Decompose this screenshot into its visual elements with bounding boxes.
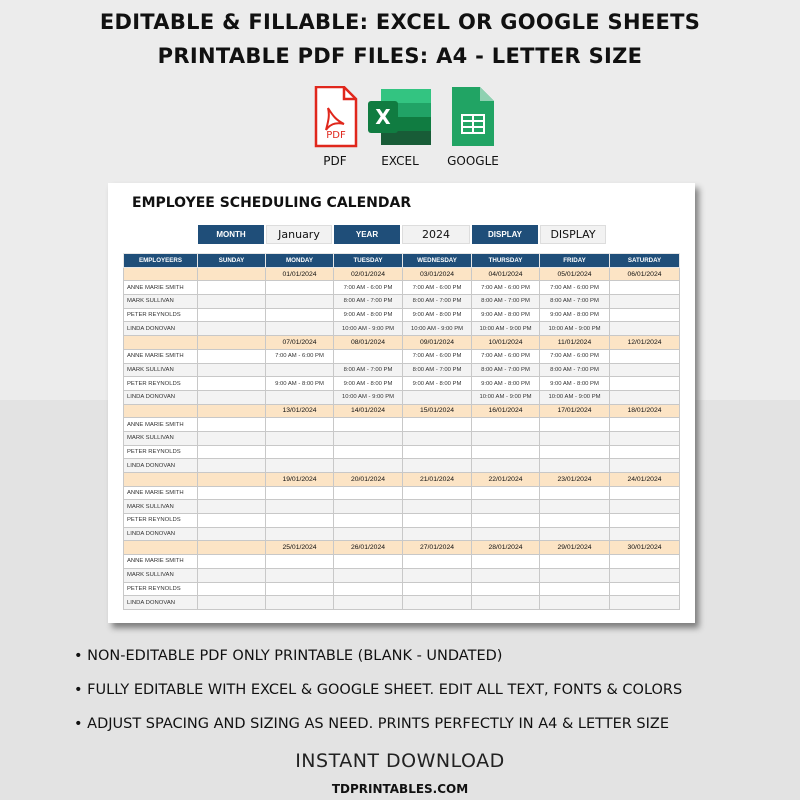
site-url: TDPRINTABLES.COM [331, 782, 469, 796]
date-cell: 24/01/2024 [610, 473, 680, 487]
date-cell: 12/01/2024 [610, 336, 680, 350]
shift-cell[interactable] [198, 308, 266, 322]
column-header: SATURDAY [610, 254, 680, 268]
display-select[interactable]: DISPLAY [540, 225, 606, 244]
shift-cell[interactable] [266, 308, 334, 322]
shift-cell[interactable]: 7:00 AM - 6:00 PM [472, 281, 540, 295]
shift-cell[interactable]: 10:00 AM - 9:00 PM [334, 390, 403, 404]
date-cell: 11/01/2024 [540, 336, 610, 350]
shift-cell[interactable] [540, 596, 610, 610]
employee-row [124, 281, 680, 295]
date-cell: 29/01/2024 [540, 541, 610, 555]
employee-row [124, 459, 680, 473]
employee-row [124, 527, 680, 541]
shift-cell[interactable] [472, 431, 540, 445]
shift-cell[interactable] [540, 459, 610, 473]
employee-name: ANNE MARIE SMITH [124, 486, 198, 500]
shift-cell[interactable]: 10:00 AM - 9:00 PM [403, 322, 472, 336]
employee-row [124, 418, 680, 432]
employee-name: LINDA DONOVAN [124, 527, 198, 541]
employee-name: ANNE MARIE SMITH [124, 349, 198, 363]
excel-label: EXCEL [381, 154, 419, 168]
shift-cell[interactable] [266, 295, 334, 309]
employee-row [124, 500, 680, 514]
shift-cell[interactable] [610, 363, 680, 377]
shift-cell[interactable] [403, 500, 472, 514]
employee-row [124, 445, 680, 459]
shift-cell[interactable] [540, 431, 610, 445]
shift-cell[interactable]: 7:00 AM - 6:00 PM [472, 349, 540, 363]
shift-cell[interactable]: 9:00 AM - 8:00 PM [334, 377, 403, 391]
date-cell: 05/01/2024 [540, 267, 610, 281]
shift-cell[interactable] [472, 486, 540, 500]
shift-cell[interactable]: 7:00 AM - 6:00 PM [540, 281, 610, 295]
date-cell: 09/01/2024 [403, 336, 472, 350]
shift-cell[interactable] [334, 500, 403, 514]
shift-cell[interactable] [198, 568, 266, 582]
date-cell: 27/01/2024 [403, 541, 472, 555]
shift-cell[interactable] [266, 431, 334, 445]
shift-cell[interactable] [334, 582, 403, 596]
week-date-row [124, 473, 680, 487]
employee-name: LINDA DONOVAN [124, 322, 198, 336]
shift-cell[interactable] [610, 459, 680, 473]
employee-name: MARK SULLIVAN [124, 295, 198, 309]
shift-cell[interactable]: 9:00 AM - 8:00 PM [472, 308, 540, 322]
shift-cell[interactable] [610, 431, 680, 445]
column-header: WEDNESDAY [403, 254, 472, 268]
shift-cell[interactable] [403, 568, 472, 582]
shift-cell[interactable]: 7:00 AM - 6:00 PM [266, 349, 334, 363]
excel-format [365, 86, 435, 168]
week-date-row [124, 336, 680, 350]
google-format [438, 86, 508, 168]
shift-cell[interactable] [198, 445, 266, 459]
display-label: DISPLAY [472, 225, 538, 244]
date-cell: 16/01/2024 [472, 404, 540, 418]
year-input[interactable]: 2024 [402, 225, 470, 244]
date-cell [198, 267, 266, 281]
employee-name: MARK SULLIVAN [124, 500, 198, 514]
date-cell [198, 336, 266, 350]
shift-cell[interactable]: 8:00 AM - 7:00 PM [403, 363, 472, 377]
date-cell: 13/01/2024 [266, 404, 334, 418]
employee-name: ANNE MARIE SMITH [124, 418, 198, 432]
shift-cell[interactable] [198, 459, 266, 473]
shift-cell[interactable] [334, 527, 403, 541]
shift-cell[interactable] [334, 514, 403, 528]
employee-name: LINDA DONOVAN [124, 390, 198, 404]
shift-cell[interactable] [540, 514, 610, 528]
shift-cell[interactable] [266, 596, 334, 610]
week-date-row [124, 267, 680, 281]
headline-editable: EDITABLE & FILLABLE: EXCEL OR GOOGLE SHEETS [99, 10, 701, 34]
shift-cell[interactable]: 8:00 AM - 7:00 PM [472, 295, 540, 309]
shift-cell[interactable] [472, 500, 540, 514]
shift-cell[interactable] [403, 431, 472, 445]
shift-cell[interactable] [403, 514, 472, 528]
instant-download-text: INSTANT DOWNLOAD [295, 750, 505, 772]
shift-cell[interactable] [266, 486, 334, 500]
shift-cell[interactable] [266, 445, 334, 459]
shift-cell[interactable] [540, 418, 610, 432]
shift-cell[interactable] [540, 582, 610, 596]
date-cell: 17/01/2024 [540, 404, 610, 418]
shift-cell[interactable] [610, 418, 680, 432]
shift-cell[interactable] [403, 459, 472, 473]
date-cell: 03/01/2024 [403, 267, 472, 281]
employee-row [124, 486, 680, 500]
employee-row [124, 377, 680, 391]
employee-row [124, 596, 680, 610]
shift-cell[interactable] [540, 568, 610, 582]
shift-cell[interactable] [610, 377, 680, 391]
employee-row [124, 555, 680, 569]
shift-cell[interactable] [198, 527, 266, 541]
shift-cell[interactable] [403, 486, 472, 500]
shift-cell[interactable] [266, 459, 334, 473]
shift-cell[interactable]: 8:00 AM - 7:00 PM [540, 295, 610, 309]
shift-cell[interactable] [198, 555, 266, 569]
shift-cell[interactable] [472, 596, 540, 610]
shift-cell[interactable]: 10:00 AM - 9:00 PM [472, 390, 540, 404]
shift-cell[interactable] [610, 514, 680, 528]
shift-cell[interactable] [198, 431, 266, 445]
shift-cell[interactable] [266, 582, 334, 596]
shift-cell[interactable] [334, 418, 403, 432]
shift-cell[interactable] [334, 459, 403, 473]
pdf-icon [300, 86, 370, 148]
shift-cell[interactable] [334, 568, 403, 582]
shift-cell[interactable] [266, 363, 334, 377]
shift-cell[interactable] [610, 322, 680, 336]
shift-cell[interactable]: 8:00 AM - 7:00 PM [540, 363, 610, 377]
week-date-row [124, 541, 680, 555]
date-cell: 06/01/2024 [610, 267, 680, 281]
shift-cell[interactable] [540, 527, 610, 541]
shift-cell[interactable]: 9:00 AM - 8:00 PM [472, 377, 540, 391]
employee-row [124, 568, 680, 582]
shift-cell[interactable] [610, 281, 680, 295]
date-cell: 19/01/2024 [266, 473, 334, 487]
date-cell [198, 541, 266, 555]
shift-cell[interactable]: 9:00 AM - 8:00 PM [266, 377, 334, 391]
column-header: FRIDAY [540, 254, 610, 268]
date-row-spacer [124, 336, 198, 350]
shift-cell[interactable] [610, 390, 680, 404]
shift-cell[interactable]: 7:00 AM - 6:00 PM [403, 349, 472, 363]
employee-name: PETER REYNOLDS [124, 377, 198, 391]
shift-cell[interactable] [334, 349, 403, 363]
shift-cell[interactable] [403, 390, 472, 404]
shift-cell[interactable] [334, 596, 403, 610]
shift-cell[interactable]: 8:00 AM - 7:00 PM [334, 363, 403, 377]
shift-cell[interactable] [198, 363, 266, 377]
date-cell: 30/01/2024 [610, 541, 680, 555]
employee-row [124, 308, 680, 322]
shift-cell[interactable] [540, 555, 610, 569]
shift-cell[interactable] [198, 349, 266, 363]
shift-cell[interactable] [198, 514, 266, 528]
date-cell: 25/01/2024 [266, 541, 334, 555]
shift-cell[interactable] [610, 445, 680, 459]
employee-row [124, 295, 680, 309]
month-select[interactable]: January [266, 225, 332, 244]
shift-cell[interactable] [540, 445, 610, 459]
employee-name: LINDA DONOVAN [124, 459, 198, 473]
schedule-table [123, 253, 680, 610]
sheet-title: EMPLOYEE SCHEDULING CALENDAR [132, 195, 412, 211]
shift-cell[interactable] [334, 555, 403, 569]
shift-cell[interactable] [198, 322, 266, 336]
shift-cell[interactable] [472, 418, 540, 432]
shift-cell[interactable] [610, 527, 680, 541]
pdf-format [300, 86, 370, 168]
shift-cell[interactable] [472, 568, 540, 582]
date-cell: 08/01/2024 [334, 336, 403, 350]
shift-cell[interactable] [198, 295, 266, 309]
shift-cell[interactable] [334, 431, 403, 445]
shift-cell[interactable] [403, 596, 472, 610]
employee-row [124, 431, 680, 445]
shift-cell[interactable]: 7:00 AM - 6:00 PM [403, 281, 472, 295]
shift-cell[interactable]: 9:00 AM - 8:00 PM [403, 308, 472, 322]
shift-cell[interactable] [266, 527, 334, 541]
shift-cell[interactable] [266, 418, 334, 432]
excel-icon [365, 86, 435, 148]
svg-text:X: X [375, 105, 391, 129]
date-cell: 15/01/2024 [403, 404, 472, 418]
date-cell: 18/01/2024 [610, 404, 680, 418]
shift-cell[interactable]: 10:00 AM - 9:00 PM [540, 390, 610, 404]
shift-cell[interactable] [610, 582, 680, 596]
shift-cell[interactable] [266, 568, 334, 582]
shift-cell[interactable]: 8:00 AM - 7:00 PM [472, 363, 540, 377]
feature-item: • ADJUST SPACING AND SIZING AS NEED. PRINTS PERFECTLY IN A4 & LETTER SIZE [74, 716, 670, 732]
shift-cell[interactable]: 9:00 AM - 8:00 PM [540, 377, 610, 391]
shift-cell[interactable] [198, 486, 266, 500]
date-cell [198, 473, 266, 487]
shift-cell[interactable]: 7:00 AM - 6:00 PM [540, 349, 610, 363]
shift-cell[interactable] [403, 445, 472, 459]
headline-printable: PRINTABLE PDF FILES: A4 - LETTER SIZE [157, 44, 643, 68]
employee-name: PETER REYNOLDS [124, 308, 198, 322]
employee-name: MARK SULLIVAN [124, 363, 198, 377]
shift-cell[interactable] [198, 500, 266, 514]
date-row-spacer [124, 473, 198, 487]
shift-cell[interactable] [610, 295, 680, 309]
employee-name: PETER REYNOLDS [124, 582, 198, 596]
week-date-row [124, 404, 680, 418]
employee-name: LINDA DONOVAN [124, 596, 198, 610]
employee-name: MARK SULLIVAN [124, 431, 198, 445]
shift-cell[interactable] [266, 555, 334, 569]
shift-cell[interactable] [266, 390, 334, 404]
date-cell: 26/01/2024 [334, 541, 403, 555]
shift-cell[interactable] [266, 322, 334, 336]
column-header: SUNDAY [198, 254, 266, 268]
date-row-spacer [124, 404, 198, 418]
date-cell: 01/01/2024 [266, 267, 334, 281]
file-format-icons [0, 86, 800, 176]
shift-cell[interactable] [403, 555, 472, 569]
column-header: MONDAY [266, 254, 334, 268]
shift-cell[interactable]: 8:00 AM - 7:00 PM [334, 295, 403, 309]
shift-cell[interactable] [198, 418, 266, 432]
shift-cell[interactable] [610, 308, 680, 322]
shift-cell[interactable] [610, 596, 680, 610]
date-cell: 23/01/2024 [540, 473, 610, 487]
shift-cell[interactable] [472, 527, 540, 541]
column-header: EMPLOYEERS [124, 254, 198, 268]
shift-cell[interactable] [610, 349, 680, 363]
shift-cell[interactable] [334, 445, 403, 459]
date-cell: 02/01/2024 [334, 267, 403, 281]
employee-name: ANNE MARIE SMITH [124, 281, 198, 295]
employee-name: PETER REYNOLDS [124, 514, 198, 528]
shift-cell[interactable]: 10:00 AM - 9:00 PM [540, 322, 610, 336]
employee-row [124, 514, 680, 528]
shift-cell[interactable]: 10:00 AM - 9:00 PM [472, 322, 540, 336]
shift-cell[interactable]: 7:00 AM - 6:00 PM [334, 281, 403, 295]
pdf-label: PDF [323, 154, 347, 168]
shift-cell[interactable]: 9:00 AM - 8:00 PM [334, 308, 403, 322]
employee-row [124, 582, 680, 596]
month-label: MONTH [198, 225, 264, 244]
employee-row [124, 349, 680, 363]
shift-cell[interactable] [610, 568, 680, 582]
date-cell: 04/01/2024 [472, 267, 540, 281]
employee-row [124, 322, 680, 336]
shift-cell[interactable] [198, 582, 266, 596]
date-cell: 14/01/2024 [334, 404, 403, 418]
feature-list [74, 646, 774, 748]
shift-cell[interactable] [403, 527, 472, 541]
shift-cell[interactable]: 9:00 AM - 8:00 PM [403, 377, 472, 391]
date-row-spacer [124, 541, 198, 555]
feature-item: • FULLY EDITABLE WITH EXCEL & GOOGLE SHEET. EDIT ALL TEXT, FONTS & COLORS [74, 682, 683, 698]
shift-cell[interactable] [403, 582, 472, 596]
shift-cell[interactable] [610, 486, 680, 500]
calendar-preview-sheet [108, 183, 695, 623]
date-cell: 21/01/2024 [403, 473, 472, 487]
shift-cell[interactable] [472, 514, 540, 528]
shift-cell[interactable] [610, 555, 680, 569]
date-cell [198, 404, 266, 418]
column-header: TUESDAY [334, 254, 403, 268]
feature-item: • NON-EDITABLE PDF ONLY PRINTABLE (BLANK - UNDATED) [74, 648, 503, 664]
shift-cell[interactable]: 9:00 AM - 8:00 PM [540, 308, 610, 322]
svg-text:PDF: PDF [326, 130, 346, 141]
shift-cell[interactable] [472, 555, 540, 569]
employee-row [124, 363, 680, 377]
shift-cell[interactable] [198, 596, 266, 610]
year-label: YEAR [334, 225, 400, 244]
employee-name: PETER REYNOLDS [124, 445, 198, 459]
shift-cell[interactable] [472, 445, 540, 459]
shift-cell[interactable] [472, 582, 540, 596]
shift-cell[interactable] [266, 514, 334, 528]
shift-cell[interactable] [610, 500, 680, 514]
shift-cell[interactable] [403, 418, 472, 432]
shift-cell[interactable] [540, 500, 610, 514]
header-row [124, 254, 680, 268]
date-row-spacer [124, 267, 198, 281]
google-sheets-icon [438, 86, 508, 148]
google-label: GOOGLE [447, 154, 499, 168]
employee-row [124, 390, 680, 404]
shift-cell[interactable] [540, 486, 610, 500]
date-cell: 28/01/2024 [472, 541, 540, 555]
shift-cell[interactable] [472, 459, 540, 473]
employee-name: MARK SULLIVAN [124, 568, 198, 582]
column-header: THURSDAY [472, 254, 540, 268]
schedule-body [124, 267, 680, 609]
shift-cell[interactable] [198, 377, 266, 391]
shift-cell[interactable] [198, 390, 266, 404]
date-cell: 10/01/2024 [472, 336, 540, 350]
date-cell: 22/01/2024 [472, 473, 540, 487]
employee-name: ANNE MARIE SMITH [124, 555, 198, 569]
shift-cell[interactable] [334, 486, 403, 500]
shift-cell[interactable] [266, 281, 334, 295]
shift-cell[interactable] [266, 500, 334, 514]
shift-cell[interactable]: 8:00 AM - 7:00 PM [403, 295, 472, 309]
date-cell: 07/01/2024 [266, 336, 334, 350]
date-cell: 20/01/2024 [334, 473, 403, 487]
shift-cell[interactable]: 10:00 AM - 9:00 PM [334, 322, 403, 336]
shift-cell[interactable] [198, 281, 266, 295]
